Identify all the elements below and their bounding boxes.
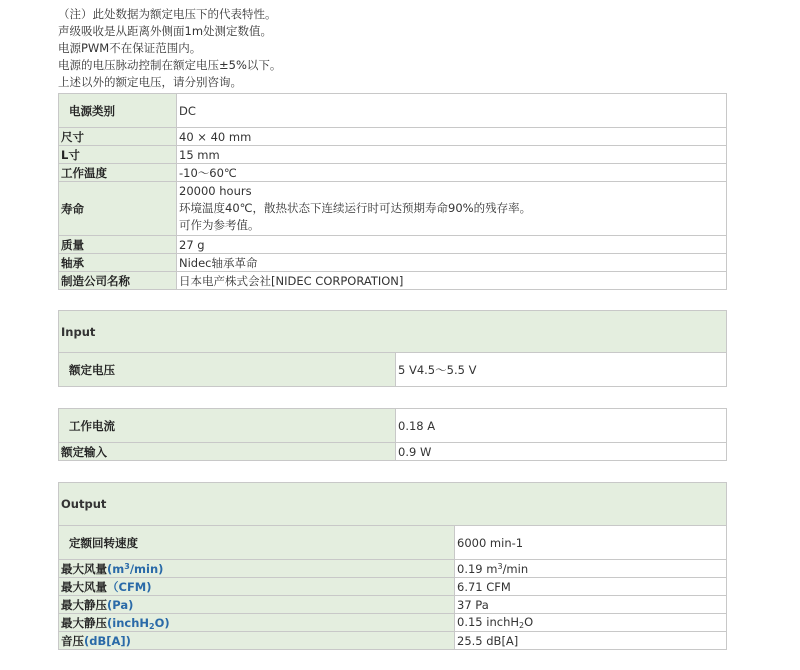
spec-value: 40 × 40 mm (177, 128, 727, 146)
spec-label: 制造公司名称 (59, 272, 177, 290)
table-row (59, 272, 727, 290)
label-text: 最大风量 (61, 579, 107, 594)
spacer-row (59, 387, 727, 409)
label-text: 最大风量 (61, 561, 107, 576)
spec-label: 轴承 (59, 254, 177, 272)
note-line: 上述以外的额定电压，请分别咨询。 (58, 75, 242, 89)
spec-value: 15 mm (177, 146, 727, 164)
input-spec-table (58, 310, 727, 461)
table-row (59, 311, 727, 353)
life-line: 环境温度40℃，散热状态下连续运行时可达预期寿命90%的残存率。 (179, 201, 532, 215)
output-spec-table (58, 482, 727, 650)
table-row (59, 526, 727, 560)
spec-value: -10～60℃ (177, 164, 727, 182)
section-title-input: Input (59, 311, 727, 353)
section-title-output: Output (59, 483, 727, 526)
spec-value: DC (177, 94, 727, 128)
table-row (59, 614, 727, 632)
spec-label: 寿命 (59, 182, 177, 236)
table-row (59, 128, 727, 146)
notes (58, 6, 281, 91)
table-row (59, 236, 727, 254)
spec-value: 6000 min-1 (455, 526, 727, 560)
label-text: 音压 (61, 633, 84, 648)
spec-label (59, 560, 455, 578)
table-row (59, 182, 727, 236)
spec-label (59, 632, 455, 650)
spec-value: 5 V4.5～5.5 V (396, 353, 727, 387)
spec-label: L寸 (59, 146, 177, 164)
spec-label: 电源类别 (59, 94, 177, 128)
table-row (59, 164, 727, 182)
spec-label: 质量 (59, 236, 177, 254)
table-row (59, 632, 727, 650)
spec-value: 0.15 inchH$_2$O (455, 614, 727, 632)
label-text: 最大静压 (61, 597, 107, 612)
spec-label (59, 578, 455, 596)
general-spec-table (58, 93, 727, 290)
spec-label: 工作温度 (59, 164, 177, 182)
table-row (59, 578, 727, 596)
table-row (59, 483, 727, 526)
spec-value: 日本电产株式会社[NIDEC CORPORATION] (177, 272, 727, 290)
spec-value: 6.71 CFM (455, 578, 727, 596)
table-row (59, 409, 727, 443)
table-row (59, 560, 727, 578)
spec-label: 工作电流 (59, 409, 396, 443)
unit-text: (dB[A]) (84, 633, 131, 648)
spec-label: 额定电压 (59, 353, 396, 387)
unit-text: $(m^3/\min)$ (107, 561, 164, 576)
unit-text: (inchH$_2$O) (107, 615, 170, 631)
spec-value: 27 g (177, 236, 727, 254)
spec-label: 尺寸 (59, 128, 177, 146)
life-line: 20000 hours (179, 184, 252, 198)
spec-label: 额定输入 (59, 443, 396, 461)
table-row (59, 353, 727, 387)
spec-value: 25.5 dB[A] (455, 632, 727, 650)
spec-value: 37 Pa (455, 596, 727, 614)
note-line: 声级吸收是从距离外侧面1m处测定数值。 (58, 24, 273, 38)
unit-text: (Pa) (107, 597, 134, 612)
table-row (59, 254, 727, 272)
table-row (59, 94, 727, 128)
note-line: 电源PWM不在保证范围内。 (58, 41, 202, 55)
spec-value: Nidec轴承革命 (177, 254, 727, 272)
note-line: （注）此处数据为额定电压下的代表特性。 (58, 7, 277, 21)
unit-text: （CFM) (107, 579, 152, 594)
spec-label: 定额回转速度 (59, 526, 455, 560)
table-row (59, 146, 727, 164)
spec-value: 0.9 W (396, 443, 727, 461)
life-line: 可作为参考值。 (179, 218, 260, 232)
table-row (59, 443, 727, 461)
spec-label (59, 596, 455, 614)
spec-value: 0.19 $m^3/\min$ (455, 560, 727, 578)
note-line: 电源的电压脉动控制在额定电压±5%以下。 (58, 58, 282, 72)
spec-value (177, 182, 727, 236)
table-row (59, 596, 727, 614)
spec-label (59, 614, 455, 632)
spec-value: 0.18 A (396, 409, 727, 443)
label-text: 最大静压 (61, 615, 107, 630)
